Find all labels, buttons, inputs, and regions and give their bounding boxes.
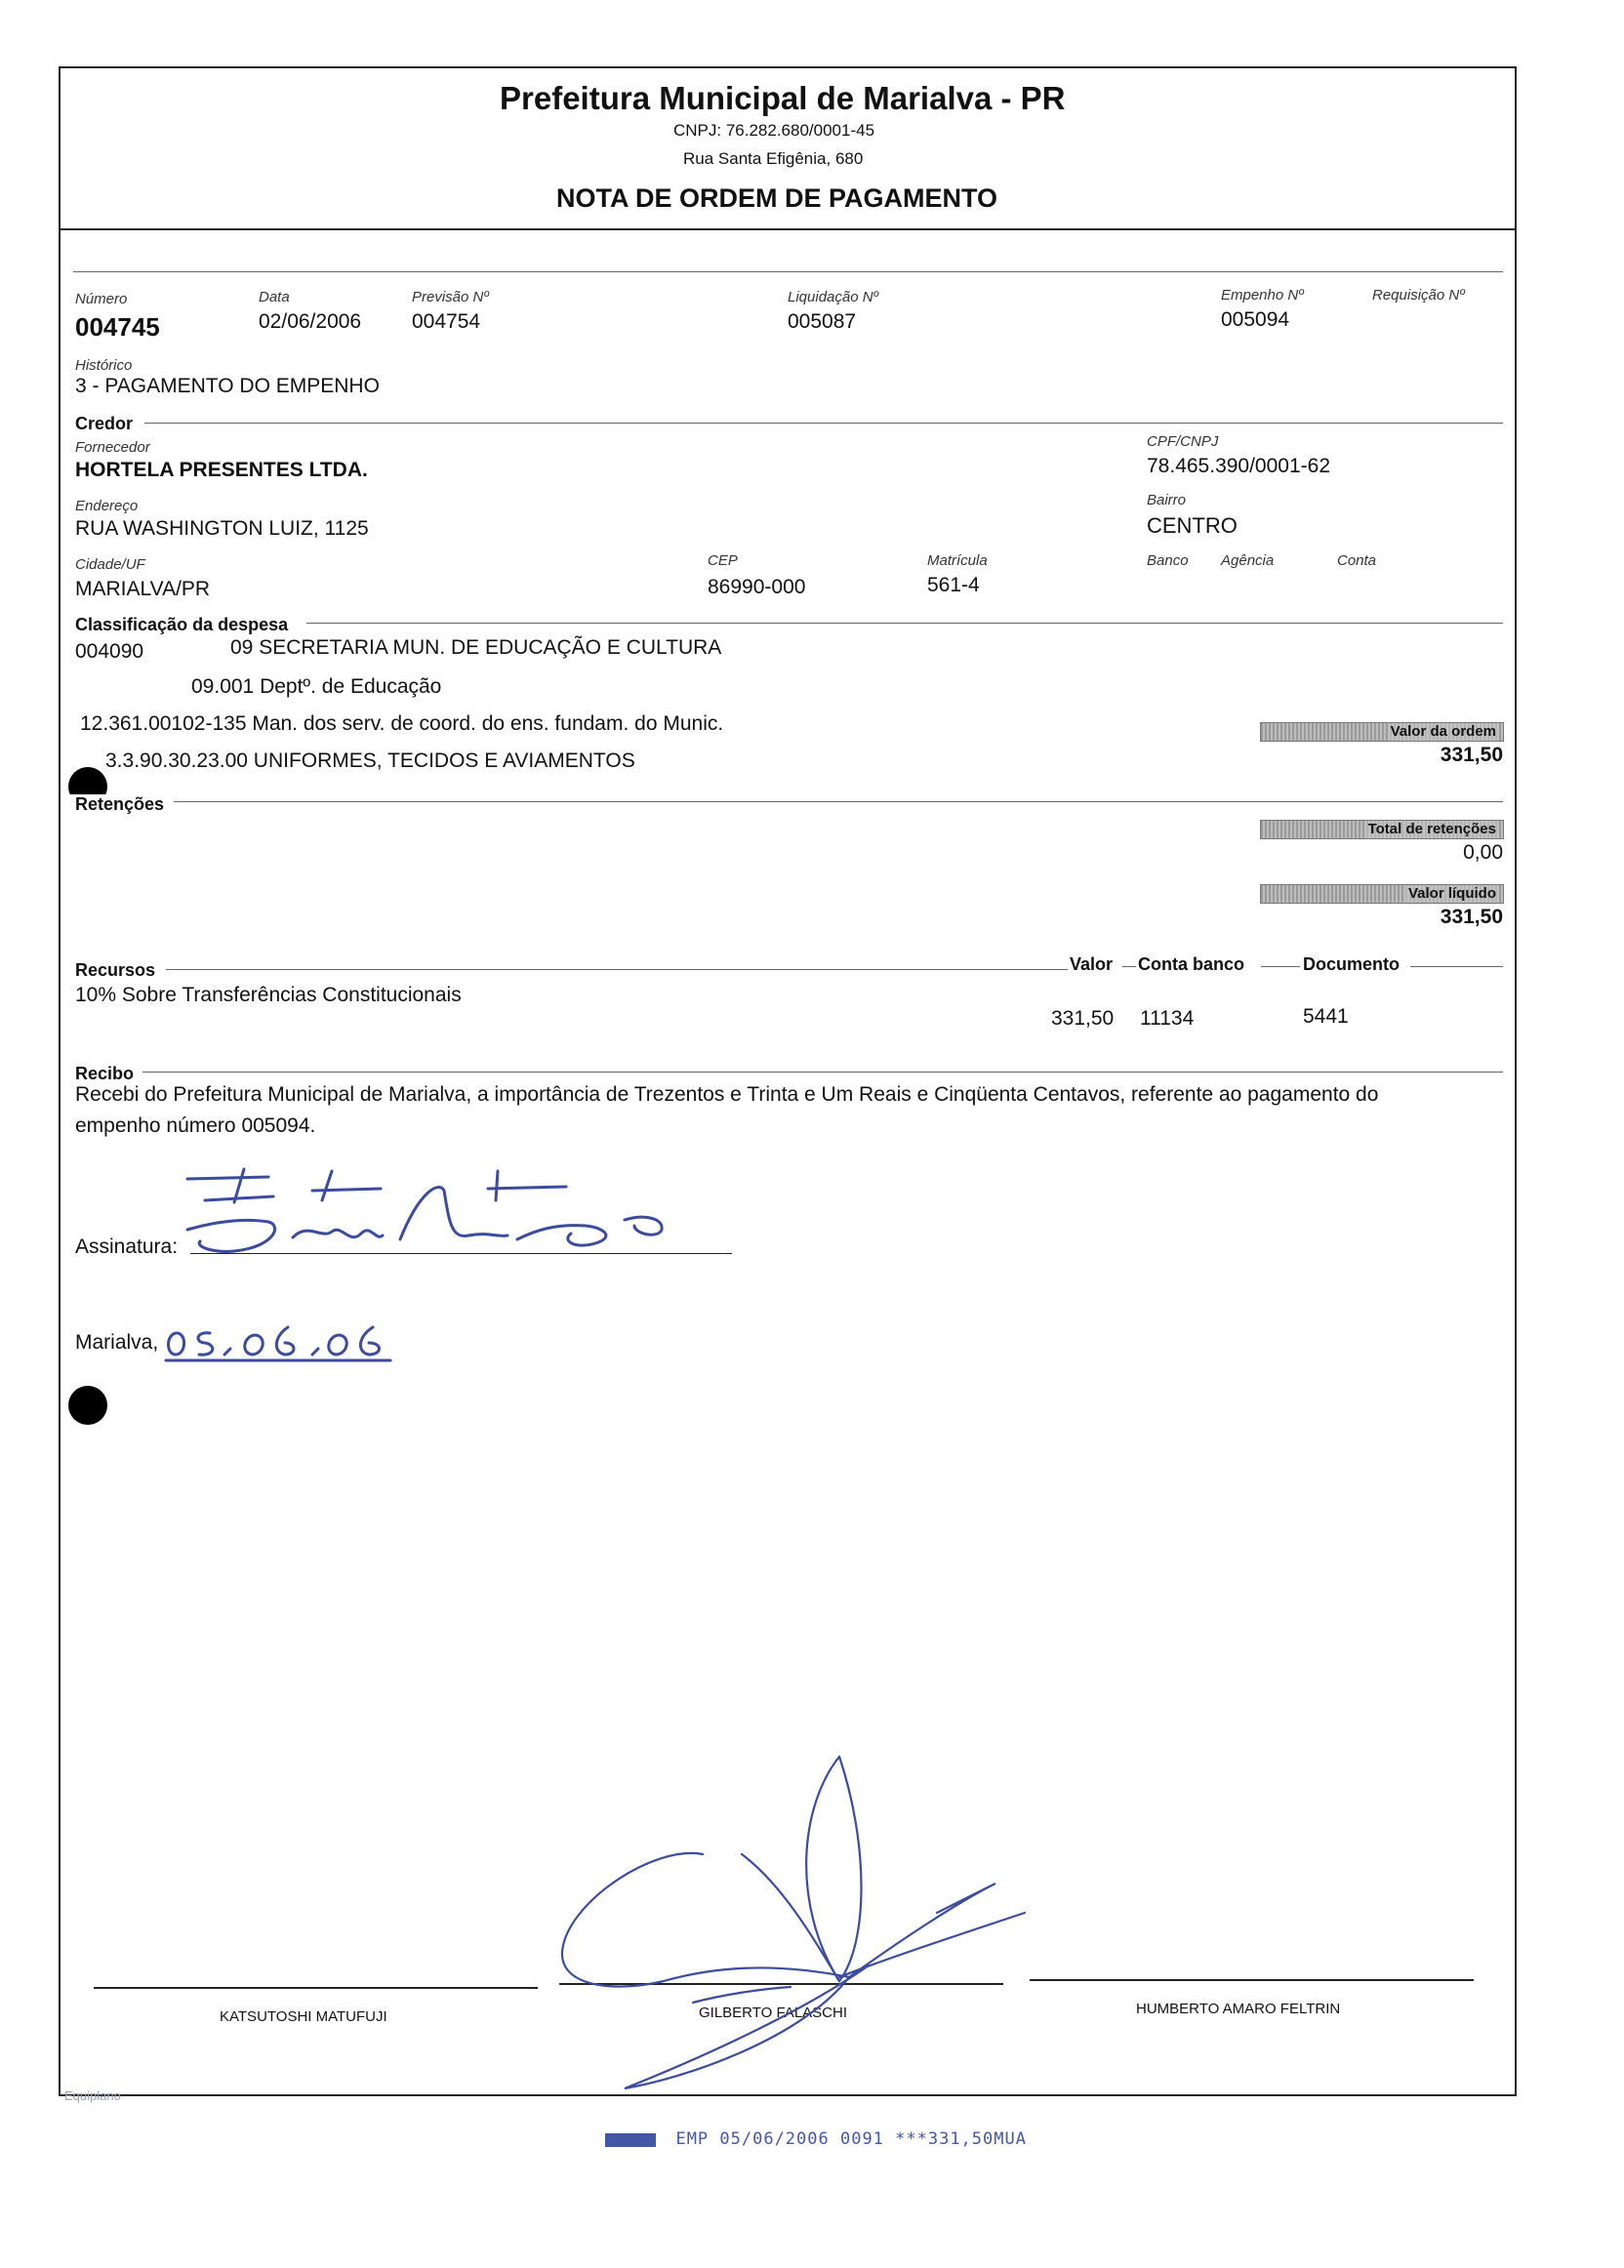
- signatory-name-2: GILBERTO FALASCHI: [699, 2005, 847, 2021]
- numero-label: Número: [75, 291, 128, 307]
- signatory-name-1: KATSUTOSHI MATUFUJI: [220, 2008, 387, 2025]
- stamp-logo-icon: [605, 2133, 656, 2147]
- authority-signature: [547, 1747, 1054, 2098]
- valor-ordem-bar: [1260, 722, 1504, 742]
- retencoes-rule: [174, 801, 1503, 802]
- classificacao-line4: 3.3.90.30.23.00 UNIFORMES, TECIDOS E AVIAMENTOS: [105, 749, 635, 772]
- handwritten-date: [166, 1321, 400, 1370]
- cpf-value: 78.465.390/0001-62: [1147, 455, 1331, 477]
- liquido-bar: [1260, 884, 1504, 904]
- cidade-value: MARIALVA/PR: [75, 578, 211, 600]
- recibo-section: Recibo: [75, 1064, 135, 1083]
- municipality-cnpj: CNPJ: 76.282.680/0001-45: [673, 121, 875, 140]
- credor-rule: [144, 423, 1503, 424]
- recursos-rule-mid2: [1261, 966, 1300, 967]
- ids-top-rule: [73, 271, 1503, 272]
- recibo-rule: [142, 1072, 1503, 1073]
- historico-value: 3 - PAGAMENTO DO EMPENHO: [75, 375, 380, 397]
- municipality-address: Rua Santa Efigênia, 680: [683, 149, 864, 168]
- processing-stamp-wrap: [605, 2129, 1027, 2149]
- endereco-value: RUA WASHINGTON LUIZ, 1125: [75, 517, 369, 540]
- recursos-valor-label: Valor: [1070, 954, 1114, 974]
- liquidacao-label: Liquidação Nº: [788, 289, 879, 305]
- previsao-label: Previsão Nº: [412, 289, 489, 305]
- retencoes-section: Retenções: [61, 794, 164, 815]
- numero-value: 004745: [75, 312, 160, 342]
- signatory-name-3: HUMBERTO AMARO FELTRIN: [1136, 2001, 1341, 2017]
- cep-label: CEP: [708, 552, 738, 569]
- processing-stamp: EMP 05/06/2006 0091 ***331,50MUA: [675, 2129, 1027, 2149]
- cep-value: 86990-000: [708, 576, 806, 598]
- fornecedor-label: Fornecedor: [75, 439, 150, 456]
- classificacao-rule: [306, 623, 1503, 624]
- data-label: Data: [259, 289, 290, 305]
- signatory-line-3: [1030, 1979, 1474, 1981]
- matricula-value: 561-4: [927, 574, 980, 596]
- fornecedor-value: HORTELA PRESENTES LTDA.: [75, 459, 368, 481]
- valor-ordem-label: Valor da ordem: [1388, 723, 1499, 741]
- recibo-line2: empenho número 005094.: [75, 1114, 316, 1137]
- classificacao-code: 004090: [75, 640, 144, 663]
- recipient-signature: [176, 1161, 683, 1269]
- punch-hole-bottom: [68, 1386, 107, 1425]
- liquido-value: 331,50: [1440, 906, 1503, 928]
- classificacao-line2: 09.001 Deptº. de Educação: [191, 675, 442, 698]
- recursos-rule-left: [166, 969, 1068, 970]
- matricula-label: Matrícula: [927, 552, 988, 569]
- signatory-line-1: [94, 1987, 538, 1989]
- document-title: NOTA DE ORDEM DE PAGAMENTO: [556, 183, 998, 213]
- cidade-label: Cidade/UF: [75, 556, 145, 573]
- local-label: Marialva,: [75, 1331, 159, 1354]
- conta-label: Conta: [1337, 552, 1377, 569]
- retencoes-label: Total de retenções: [1365, 821, 1499, 838]
- recursos-rule-right: [1410, 966, 1503, 967]
- header-divider: [59, 228, 1517, 230]
- recursos-valor: 331,50: [1051, 1007, 1115, 1030]
- classificacao-section: Classificação da despesa: [75, 615, 289, 634]
- bairro-label: Bairro: [1147, 492, 1187, 508]
- cpf-label: CPF/CNPJ: [1147, 433, 1219, 450]
- recursos-section: Recursos: [75, 960, 156, 980]
- recursos-documento-label: Documento: [1303, 954, 1400, 974]
- historico-label: Histórico: [75, 357, 133, 374]
- retencoes-value: 0,00: [1463, 841, 1503, 864]
- recursos-conta-label: Conta banco: [1138, 954, 1245, 974]
- classificacao-line1: 09 SECRETARIA MUN. DE EDUCAÇÃO E CULTURA: [230, 636, 722, 659]
- agencia-label: Agência: [1221, 552, 1275, 569]
- valor-ordem-value: 331,50: [1440, 744, 1503, 766]
- liquidacao-value: 005087: [788, 310, 857, 333]
- endereco-label: Endereço: [75, 498, 139, 514]
- municipality-title: Prefeitura Municipal de Marialva - PR: [500, 80, 1066, 116]
- banco-label: Banco: [1147, 552, 1189, 569]
- classificacao-line3: 12.361.00102-135 Man. dos serv. de coord. do ens. fundam. do Munic.: [80, 712, 724, 735]
- requisicao-label: Requisição Nº: [1372, 287, 1465, 304]
- bairro-value: CENTRO: [1147, 513, 1238, 538]
- liquido-label: Valor líquido: [1405, 885, 1499, 903]
- recibo-line1: Recebi do Prefeitura Municipal de Marialva, a importância de Trezentos e Trinta e Um Reais e Cinqüenta Centavos, referente ao pagamento do: [75, 1083, 1379, 1106]
- recursos-conta: 11134: [1140, 1007, 1195, 1030]
- previsao-value: 004754: [412, 310, 481, 333]
- assinatura-label: Assinatura:: [75, 1235, 179, 1258]
- empenho-label: Empenho Nº: [1221, 287, 1304, 304]
- recursos-rule-mid: [1122, 966, 1136, 967]
- recursos-descricao: 10% Sobre Transferências Constitucionais: [75, 984, 462, 1006]
- data-value: 02/06/2006: [259, 310, 362, 333]
- credor-section: Credor: [75, 414, 134, 433]
- retencoes-bar: [1260, 820, 1504, 839]
- software-brand: Equiplano: [64, 2088, 121, 2103]
- empenho-value: 005094: [1221, 308, 1290, 331]
- recursos-documento: 5441: [1303, 1005, 1349, 1028]
